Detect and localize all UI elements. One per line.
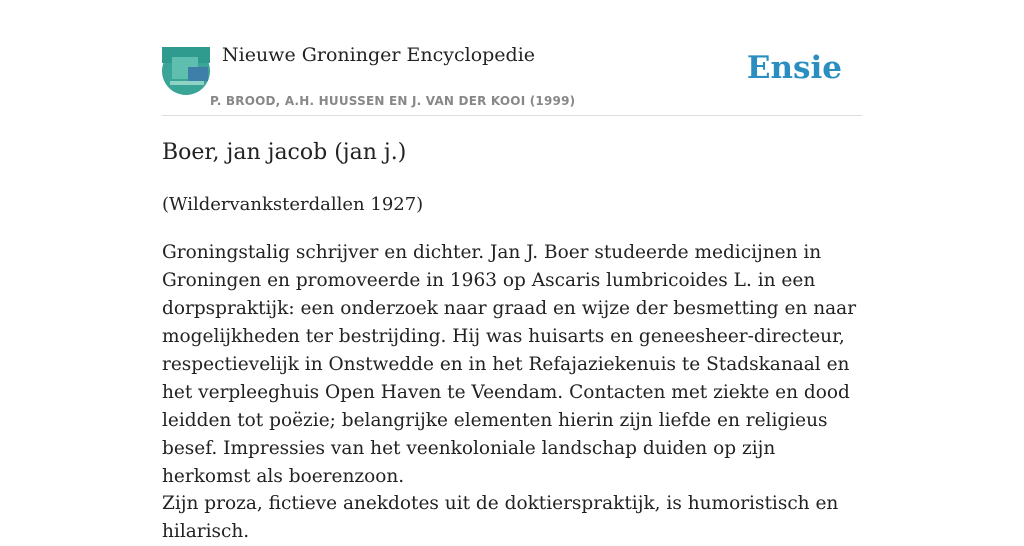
entry-title: Boer, jan jacob (jan j.) (162, 140, 407, 165)
book-cover-image[interactable] (162, 47, 210, 95)
entry-paragraph: Zijn proza, fictieve anekdotes uit de doktierspraktijk, is humoristisch en hilarisch. (162, 493, 839, 542)
entry-subtitle: (Wildervanksterdallen 1927) (162, 194, 424, 215)
article-page (162, 0, 862, 542)
page-header (162, 0, 862, 116)
book-title-link[interactable]: Nieuwe Groninger Encyclopedie (222, 44, 536, 66)
book-authors: P. BROOD, A.H. HUUSSEN EN J. VAN DER KOOI (1999) (210, 94, 576, 108)
ensie-logo[interactable]: Ensie (746, 50, 842, 86)
entry-paragraph: Groningstalig schrijver en dichter. Jan J. Boer studeerde medicijnen in Groningen en promoveerde in 1963 op Ascaris lumbricoides L. in een dorpspraktijk: een onderzoek naar graad en wijze der besmetting en naar mogelijkheden ter bestrijding. Hij was huisarts en geneesheer-directeur, respectievelijk in Onstwedde en in het Refajaziekenuis te Stadskanaal en het verpleeghuis Open Haven te Veendam. Contacten met ziekte en dood leidden tot poëzie; belangrijke elementen hierin zijn liefde en religieus besef. Impressies van het veenkoloniale landschap duiden op zijn herkomst als boerenzoon. (162, 242, 857, 487)
cover-art-band (188, 67, 208, 81)
cover-art-band (170, 81, 204, 85)
